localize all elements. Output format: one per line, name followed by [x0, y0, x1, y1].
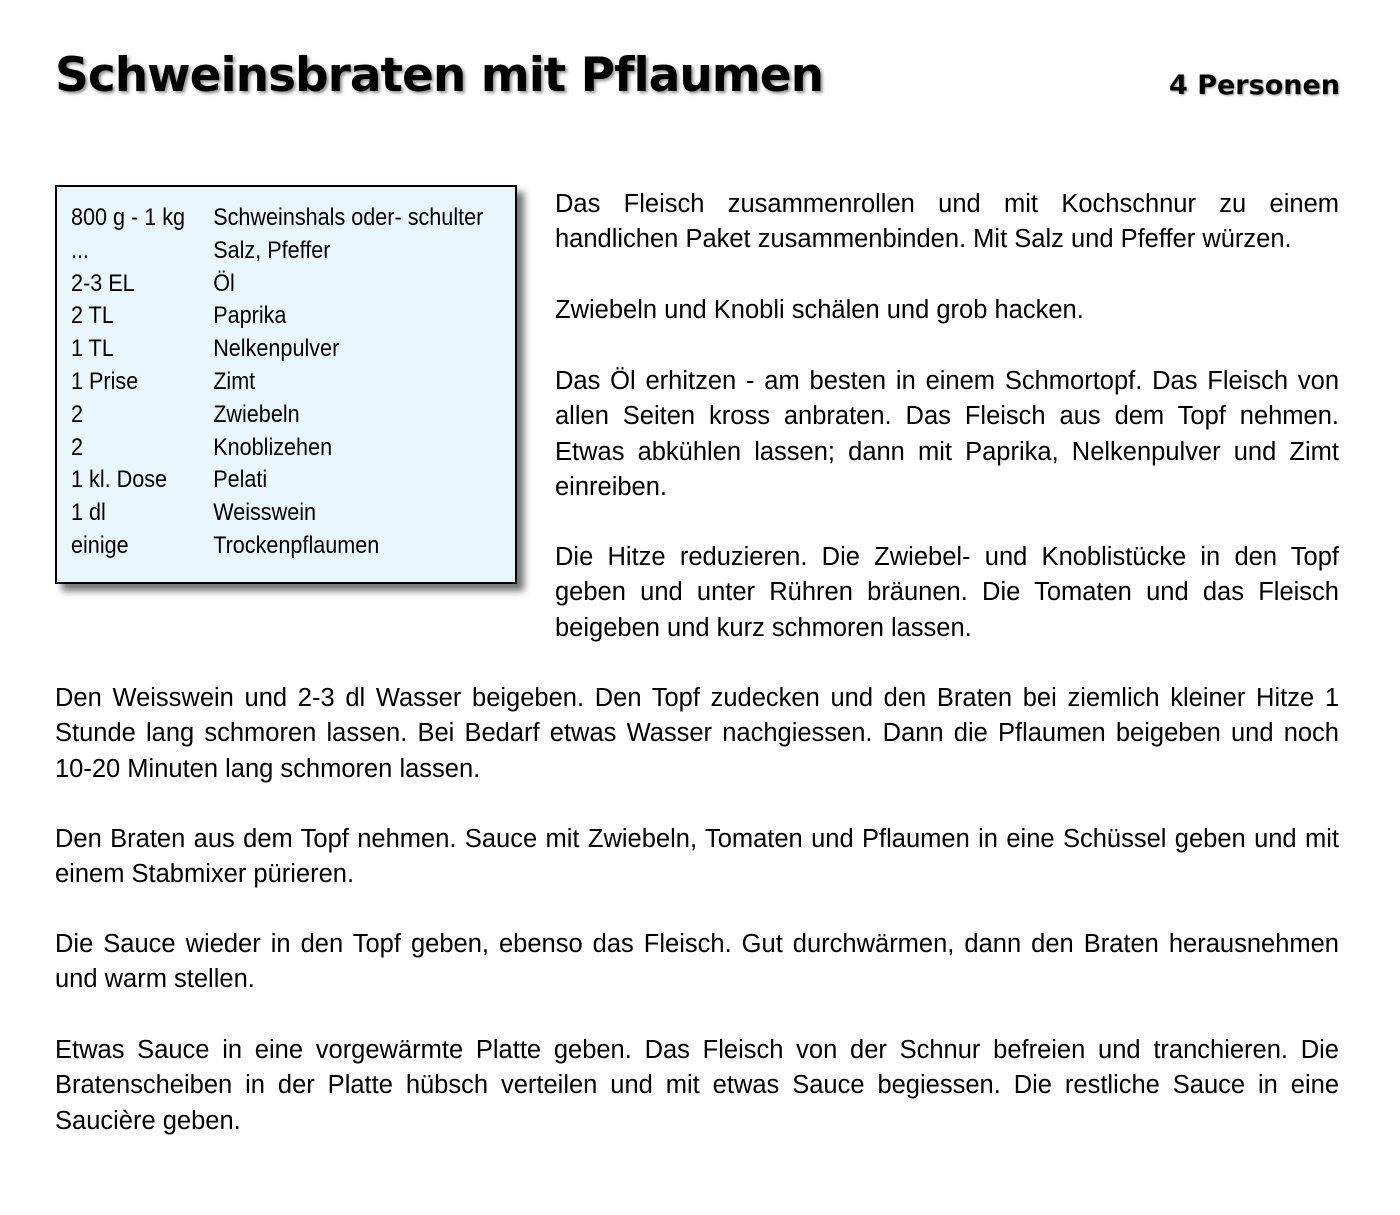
- ingredient-quantity: 1 TL: [71, 335, 114, 363]
- ingredient-quantity: 800 g - 1 kg: [71, 204, 186, 231]
- ingredient-row: [71, 335, 471, 368]
- ingredient-name: Nelkenpulver: [213, 335, 340, 363]
- ingredient-name: Knoblizehen: [213, 433, 333, 461]
- ingredient-name: Trockenpflaumen: [213, 531, 380, 559]
- ingredient-row: [71, 368, 471, 401]
- servings-label: 4 Personen: [1169, 70, 1340, 101]
- ingredient-name: Weisswein: [213, 499, 317, 527]
- instruction-step-2: Zwiebeln und Knobli schälen und grob hacken.: [555, 296, 1084, 324]
- ingredient-row: [71, 434, 471, 467]
- instruction-step-1: Das Fleisch zusammenrollen und mit Kochschnur zu einem handlichen Paket zusammenbinden. Mit Salz und Pfeffer würzen.: [555, 190, 1339, 254]
- ingredient-quantity: 2 TL: [71, 302, 114, 330]
- ingredients-box: [55, 185, 517, 584]
- ingredient-quantity: 1 dl: [71, 499, 106, 527]
- ingredient-quantity: ...: [71, 236, 90, 264]
- ingredient-quantity: 2: [71, 433, 84, 461]
- ingredient-row: [71, 270, 471, 303]
- instruction-step-8: Etwas Sauce in eine vorgewärmte Platte geben. Das Fleisch von der Schnur befreien und tranchieren. Die Bratenscheiben in der Platte hübsch verteilen und mit etwas Sauce begiessen. Die restliche Sauce in eine Saucière geben.: [55, 1036, 1339, 1135]
- ingredient-quantity: 1 kl. Dose: [71, 466, 168, 494]
- ingredient-row: [71, 204, 484, 237]
- ingredient-name: Schweinshals oder- schulter: [213, 204, 484, 231]
- ingredient-name: Salz, Pfeffer: [213, 236, 331, 264]
- ingredient-name: Paprika: [213, 302, 287, 330]
- recipe-title: Schweinsbraten mit Pflaumen: [55, 48, 824, 103]
- ingredient-row: [71, 302, 471, 335]
- ingredient-row: [71, 237, 471, 270]
- ingredient-name: Zwiebeln: [213, 400, 300, 428]
- instruction-step-5: Den Weisswein und 2-3 dl Wasser beigeben. Den Topf zudecken und den Braten bei ziemlich kleiner Hitze 1 Stunde lang schmoren lassen. Bei Bedarf etwas Wasser nachgiessen. Dann die Pflaumen beigeben und noch 10-20 Minuten lang schmoren lassen.: [55, 684, 1339, 783]
- ingredient-name: Öl: [213, 269, 235, 297]
- ingredient-name: Zimt: [213, 367, 256, 395]
- ingredient-quantity: 2-3 EL: [71, 269, 135, 297]
- instruction-step-4: Die Hitze reduzieren. Die Zwiebel- und Knoblistücke in den Topf geben und unter Rühren bräunen. Die Tomaten und das Fleisch beigeben und kurz schmoren lassen.: [555, 543, 1339, 642]
- instruction-step-7: Die Sauce wieder in den Topf geben, ebenso das Fleisch. Gut durchwärmen, dann den Braten herausnehmen und warm stellen.: [55, 930, 1339, 994]
- ingredient-quantity: einige: [71, 531, 129, 559]
- instruction-step-6: Den Braten aus dem Topf nehmen. Sauce mit Zwiebeln, Tomaten und Pflaumen in eine Schüssel geben und mit einem Stabmixer pürieren.: [55, 825, 1339, 889]
- ingredient-row: [71, 532, 471, 565]
- instruction-step-3: Das Öl erhitzen - am besten in einem Schmortopf. Das Fleisch von allen Seiten kross anbraten. Das Fleisch aus dem Topf nehmen. Etwas abkühlen lassen; dann mit Paprika, Nelkenpulver und Zimt einreiben.: [555, 367, 1339, 501]
- ingredient-row: [71, 401, 471, 434]
- ingredient-quantity: 2: [71, 400, 84, 428]
- ingredient-row: [71, 499, 471, 532]
- ingredient-row: [71, 466, 471, 499]
- ingredient-quantity: 1 Prise: [71, 367, 139, 395]
- ingredient-name: Pelati: [213, 466, 268, 494]
